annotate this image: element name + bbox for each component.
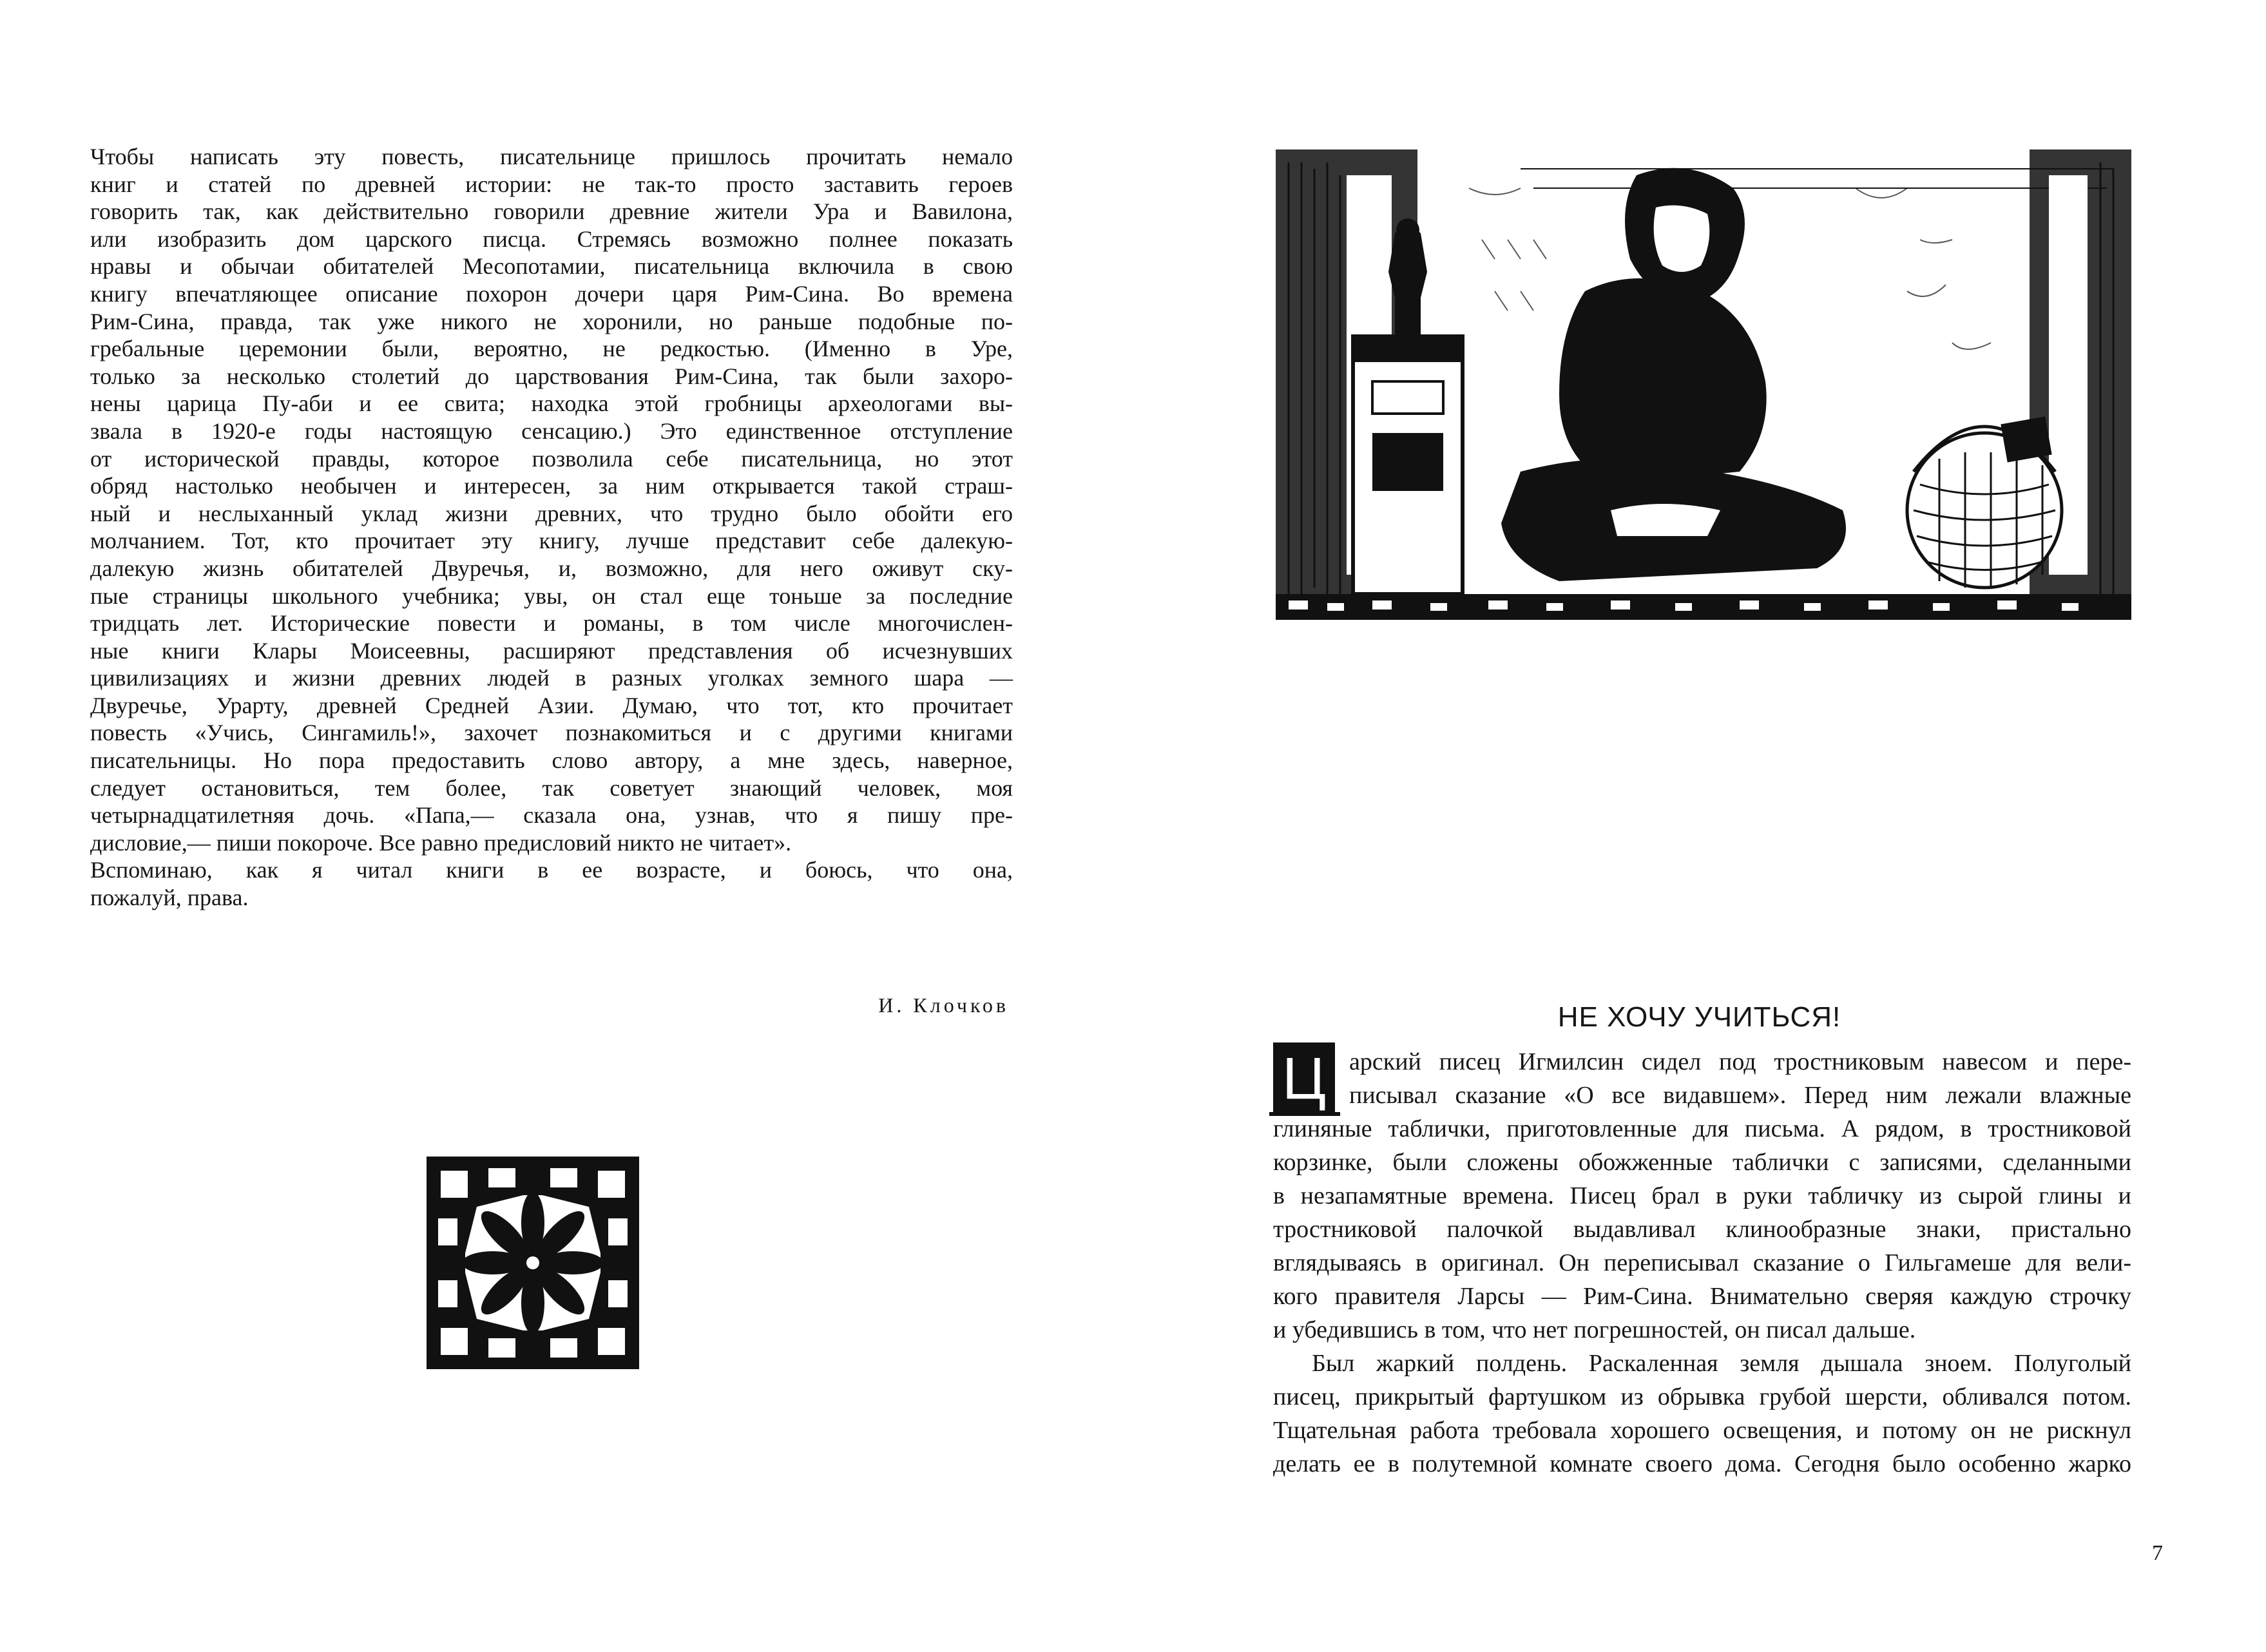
- text-line: обряд настолько необычен и интересен, за ним открывается такой страш-: [90, 473, 1013, 499]
- text-line: делать ее в полутемной комнате своего дома. Сегодня было особенно жарко: [1273, 1450, 2131, 1477]
- text-line: от исторической правды, которое позволила себе писательница, но этот: [90, 445, 1013, 472]
- text-line: пые страницы школьного учебника; увы, он стал еще тоньше за последние: [90, 582, 1013, 609]
- text-line: Был жаркий полдень. Раскаленная земля дышала зноем. Полуголый: [1312, 1350, 2131, 1377]
- text-line: гребальные церемонии были, вероятно, не редкостью. (Именно в Уре,: [90, 336, 1013, 362]
- text-line: в незапамятные времена. Писец брал в руки табличку из сырой глины и: [1273, 1182, 2131, 1209]
- foreword-paragraph-1: [90, 143, 1013, 856]
- text-line: писец, прикрытый фартушком из обрывка грубой шерсти, обливался потом.: [1273, 1383, 2131, 1410]
- text-line: писательницы. Но пора предоставить слово автору, а мне здесь, наверное,: [90, 747, 1013, 774]
- text-line: далекую жизнь обитателей Двуречья, и, возможно, для него оживут ску-: [90, 555, 1013, 581]
- text-line: или изобразить дом царского писца. Стремясь возможно полнее показать: [90, 226, 1013, 252]
- text-line: арский писец Игмилсин сидел под тростниковым навесом и пере-: [1349, 1048, 2131, 1075]
- text-line: Чтобы написать эту повесть, писательнице пришлось прочитать немало: [90, 144, 1013, 169]
- text-line: дисловие,— пиши покороче. Все равно предисловий никто не читает».: [90, 829, 792, 856]
- text-line: книг и статей по древней истории: не так-то просто заставить героев: [90, 171, 1013, 197]
- text-line: Тщательная работа требовала хорошего освещения, и потому он не рискнул: [1273, 1417, 2131, 1444]
- flower-ornament-icon: [427, 1157, 639, 1369]
- chapter-paragraph-2: [1273, 1347, 2131, 1481]
- text-line: ные книги Клары Моисеевны, расширяют представления об исчезнувших: [90, 637, 1013, 664]
- chapter-text: [1273, 1045, 2131, 1481]
- text-line: кого правителя Ларсы — Рим-Сина. Внимательно сверяя каждую строчку: [1273, 1283, 2131, 1310]
- text-line: молчанием. Тот, кто прочитает эту книгу, лучше представит себе далекую-: [90, 528, 1013, 554]
- text-line: книгу впечатляющее описание похорон дочери царя Рим-Сина. Во времена: [90, 280, 1013, 307]
- text-line: ный и неслыханный уклад жизни древних, что трудно было обойти его: [90, 500, 1013, 526]
- text-line: нравы и обычаи обитателей Месопотамии, писательница включила в свою: [90, 253, 1013, 280]
- drop-cap: Ц: [1273, 1042, 1335, 1115]
- text-line: корзинке, были сложены обожженные таблички с записями, сделанными: [1273, 1149, 2131, 1176]
- text-line: следует остановиться, тем более, так советует знающий человек, моя: [90, 774, 1013, 801]
- text-line: Вспоминаю, как я читал книги в ее возрасте, и боюсь, что она,: [90, 857, 1013, 883]
- text-line: четырнадцатилетняя дочь. «Папа,— сказала она, узнав, что я пишу пре-: [90, 802, 1013, 829]
- foreword-paragraph-2: [90, 856, 1013, 911]
- text-line: звала в 1920-е годы настоящую сенсацию.) Это единственное отступление: [90, 418, 1013, 444]
- text-line: пожалуй, права.: [90, 885, 249, 911]
- right-page: [1133, 0, 2266, 1652]
- text-line: говорить так, как действительно говорили древние жители Ура и Вавилона,: [90, 198, 1013, 225]
- text-line: Двуречье, Урарту, древней Средней Азии. Думаю, что тот, кто прочитает: [90, 692, 1013, 718]
- scribe-illustration: [1276, 149, 2131, 642]
- chapter-title: НЕ ХОЧУ УЧИТЬСЯ!: [1557, 1001, 1841, 1033]
- text-line: тростниковой палочкой выдавливал клинообразные знаки, пристально: [1273, 1216, 2131, 1243]
- text-line: нены царица Пу-аби и ее свита; находка этой гробницы археологами вы-: [90, 390, 1013, 417]
- text-line: писывал сказание «О все видавшем». Перед ним лежали влажные: [1349, 1082, 2131, 1109]
- chapter-paragraph-1: [1273, 1045, 2131, 1347]
- page-number: 7: [2152, 1541, 2163, 1565]
- text-line: и убедившись в том, что нет погрешностей, он писал дальше.: [1273, 1316, 1916, 1343]
- text-line: Рим-Сина, правда, так уже никого не хоронили, но раньше подобные по-: [90, 308, 1013, 334]
- foreword-text: [90, 143, 1013, 912]
- text-line: глиняные таблички, приготовленные для письма. А рядом, в тростниковой: [1273, 1115, 2131, 1142]
- author-signature: И. Клочков: [878, 994, 1009, 1017]
- text-line: цивилизациях и жизни древних людей в разных уголках земного шара —: [90, 665, 1013, 691]
- text-line: повесть «Учись, Сингамиль!», захочет познакомиться и с другими книгами: [90, 720, 1013, 746]
- text-line: тридцать лет. Исторические повести и романы, в том числе многочислен-: [90, 610, 1013, 637]
- text-line: только за несколько столетий до царствования Рим-Сина, так были захоро-: [90, 363, 1013, 389]
- text-line: вглядываясь в оригинал. Он переписывал сказание о Гильгамеше для вели-: [1273, 1249, 2131, 1276]
